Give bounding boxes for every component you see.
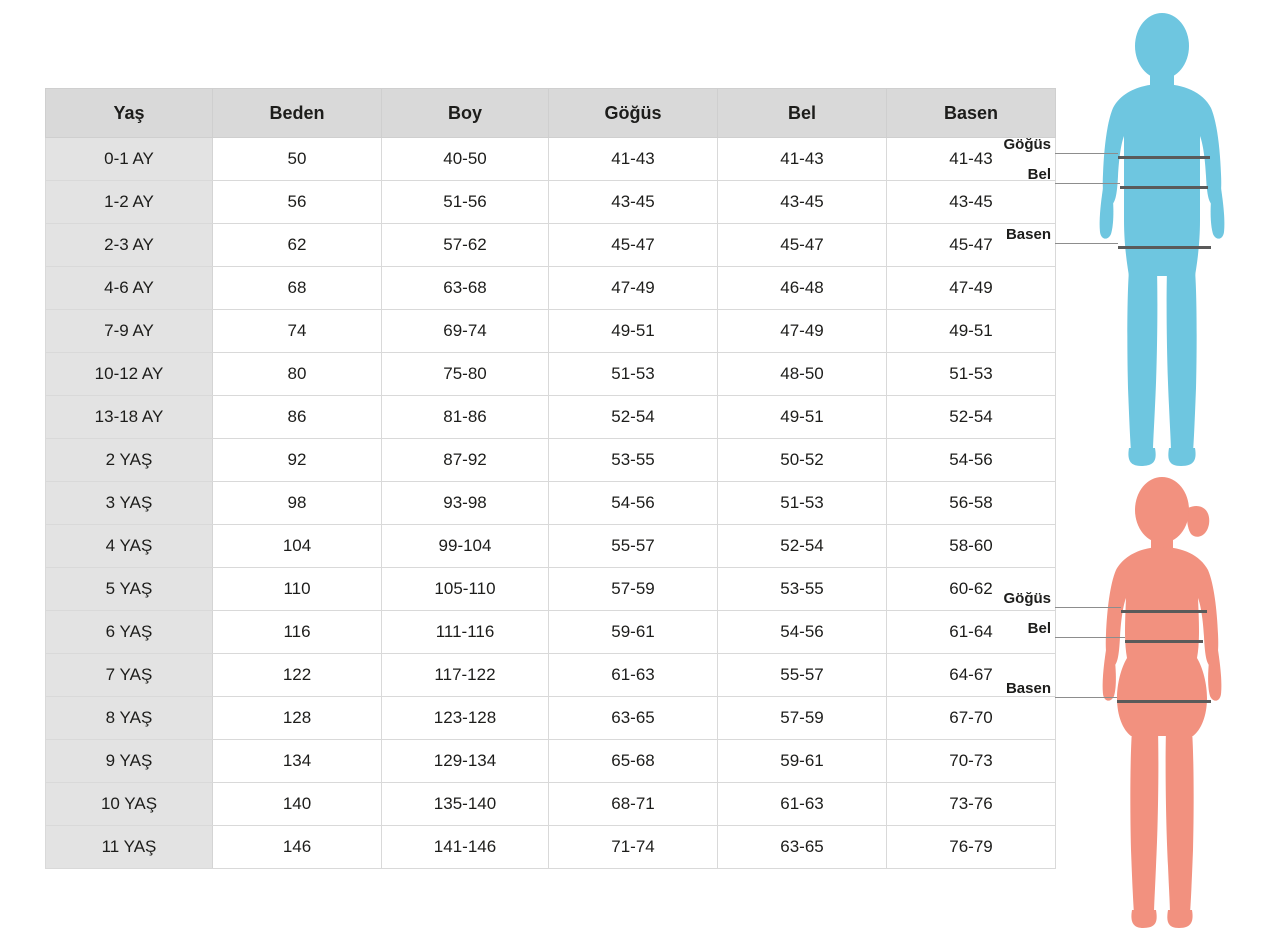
cell-size: 98: [213, 482, 382, 525]
table-body: [46, 138, 1056, 869]
cell-waist: 52-54: [718, 525, 887, 568]
girl-chest-label: Göğüs: [1003, 590, 1051, 607]
cell-size: 128: [213, 697, 382, 740]
cell-height: 135-140: [382, 783, 549, 826]
boy-figure: [1003, 8, 1280, 483]
cell-hip: 43-45: [887, 181, 1056, 224]
cell-height: 111-116: [382, 611, 549, 654]
cell-size: 104: [213, 525, 382, 568]
cell-age: 11 YAŞ: [46, 826, 213, 869]
girl-silhouette-icon: [1045, 472, 1280, 942]
table-row: [46, 396, 1056, 439]
boy-chest-label: Göğüs: [1003, 136, 1051, 153]
cell-height: 40-50: [382, 138, 549, 181]
cell-height: 75-80: [382, 353, 549, 396]
cell-size: 146: [213, 826, 382, 869]
table-row: [46, 568, 1056, 611]
cell-hip: 70-73: [887, 740, 1056, 783]
cell-chest: 61-63: [549, 654, 718, 697]
cell-chest: 55-57: [549, 525, 718, 568]
cell-hip: 73-76: [887, 783, 1056, 826]
cell-waist: 53-55: [718, 568, 887, 611]
cell-age: 9 YAŞ: [46, 740, 213, 783]
boy-waist-leader: [1055, 183, 1120, 184]
cell-age: 7 YAŞ: [46, 654, 213, 697]
cell-size: 62: [213, 224, 382, 267]
cell-hip: 54-56: [887, 439, 1056, 482]
table-row: [46, 783, 1056, 826]
cell-age: 4-6 AY: [46, 267, 213, 310]
column-header-height: Boy: [382, 89, 549, 138]
cell-chest: 59-61: [549, 611, 718, 654]
cell-hip: 45-47: [887, 224, 1056, 267]
cell-size: 86: [213, 396, 382, 439]
cell-chest: 57-59: [549, 568, 718, 611]
cell-hip: 56-58: [887, 482, 1056, 525]
table-row: [46, 697, 1056, 740]
cell-hip: 76-79: [887, 826, 1056, 869]
boy-chest-leader: [1055, 153, 1118, 154]
boy-waist-line: [1120, 186, 1208, 189]
cell-height: 105-110: [382, 568, 549, 611]
table-row: [46, 826, 1056, 869]
boy-hip-label: Basen: [1005, 226, 1051, 243]
column-header-size: Beden: [213, 89, 382, 138]
cell-chest: 68-71: [549, 783, 718, 826]
girl-hip-label: Basen: [1005, 680, 1051, 697]
cell-waist: 45-47: [718, 224, 887, 267]
cell-size: 74: [213, 310, 382, 353]
cell-chest: 45-47: [549, 224, 718, 267]
cell-age: 7-9 AY: [46, 310, 213, 353]
cell-size: 110: [213, 568, 382, 611]
column-header-waist: Bel: [718, 89, 887, 138]
cell-height: 87-92: [382, 439, 549, 482]
girl-chest-line: [1121, 610, 1207, 613]
table-row: [46, 353, 1056, 396]
cell-chest: 53-55: [549, 439, 718, 482]
cell-size: 134: [213, 740, 382, 783]
cell-waist: 41-43: [718, 138, 887, 181]
table-row: [46, 181, 1056, 224]
boy-chest-line: [1118, 156, 1210, 159]
cell-waist: 57-59: [718, 697, 887, 740]
cell-chest: 52-54: [549, 396, 718, 439]
cell-waist: 51-53: [718, 482, 887, 525]
size-chart-table-container: [45, 88, 1055, 869]
cell-waist: 55-57: [718, 654, 887, 697]
cell-age: 0-1 AY: [46, 138, 213, 181]
cell-waist: 48-50: [718, 353, 887, 396]
table-row: [46, 654, 1056, 697]
cell-chest: 71-74: [549, 826, 718, 869]
cell-waist: 54-56: [718, 611, 887, 654]
cell-waist: 49-51: [718, 396, 887, 439]
cell-chest: 43-45: [549, 181, 718, 224]
cell-hip: 61-64: [887, 611, 1056, 654]
table-row: [46, 740, 1056, 783]
boy-waist-label: Bel: [1027, 166, 1051, 183]
table-row: [46, 525, 1056, 568]
cell-height: 123-128: [382, 697, 549, 740]
cell-hip: 41-43: [887, 138, 1056, 181]
cell-hip: 64-67: [887, 654, 1056, 697]
table-header-row: [46, 89, 1056, 138]
girl-figure: [1003, 472, 1280, 947]
girl-chest-leader: [1055, 607, 1121, 608]
cell-size: 68: [213, 267, 382, 310]
cell-hip: 67-70: [887, 697, 1056, 740]
cell-size: 56: [213, 181, 382, 224]
size-chart-table: [45, 88, 1056, 869]
cell-height: 129-134: [382, 740, 549, 783]
cell-height: 51-56: [382, 181, 549, 224]
cell-height: 93-98: [382, 482, 549, 525]
table-row: [46, 138, 1056, 181]
cell-waist: 61-63: [718, 783, 887, 826]
cell-age: 10 YAŞ: [46, 783, 213, 826]
cell-age: 4 YAŞ: [46, 525, 213, 568]
cell-size: 116: [213, 611, 382, 654]
cell-size: 140: [213, 783, 382, 826]
girl-hip-leader: [1055, 697, 1117, 698]
cell-age: 6 YAŞ: [46, 611, 213, 654]
cell-chest: 54-56: [549, 482, 718, 525]
column-header-age: Yaş: [46, 89, 213, 138]
cell-height: 117-122: [382, 654, 549, 697]
cell-size: 80: [213, 353, 382, 396]
cell-chest: 41-43: [549, 138, 718, 181]
cell-age: 13-18 AY: [46, 396, 213, 439]
cell-hip: 60-62: [887, 568, 1056, 611]
cell-waist: 47-49: [718, 310, 887, 353]
column-header-chest: Göğüs: [549, 89, 718, 138]
cell-height: 81-86: [382, 396, 549, 439]
cell-size: 92: [213, 439, 382, 482]
boy-hip-line: [1118, 246, 1211, 249]
table-row: [46, 611, 1056, 654]
body-figures-panel: [1003, 0, 1280, 948]
table-row: [46, 267, 1056, 310]
cell-age: 2 YAŞ: [46, 439, 213, 482]
cell-waist: 46-48: [718, 267, 887, 310]
cell-age: 1-2 AY: [46, 181, 213, 224]
cell-height: 69-74: [382, 310, 549, 353]
cell-hip: 58-60: [887, 525, 1056, 568]
boy-hip-leader: [1055, 243, 1118, 244]
cell-hip: 47-49: [887, 267, 1056, 310]
cell-height: 141-146: [382, 826, 549, 869]
table-row: [46, 482, 1056, 525]
cell-age: 5 YAŞ: [46, 568, 213, 611]
cell-height: 99-104: [382, 525, 549, 568]
girl-hip-line: [1117, 700, 1211, 703]
cell-height: 57-62: [382, 224, 549, 267]
cell-height: 63-68: [382, 267, 549, 310]
cell-waist: 43-45: [718, 181, 887, 224]
table-row: [46, 224, 1056, 267]
cell-chest: 49-51: [549, 310, 718, 353]
cell-size: 122: [213, 654, 382, 697]
cell-age: 10-12 AY: [46, 353, 213, 396]
cell-waist: 63-65: [718, 826, 887, 869]
cell-waist: 59-61: [718, 740, 887, 783]
girl-waist-label: Bel: [1027, 620, 1051, 637]
cell-age: 3 YAŞ: [46, 482, 213, 525]
column-header-hip: Basen: [887, 89, 1056, 138]
cell-chest: 65-68: [549, 740, 718, 783]
cell-age: 2-3 AY: [46, 224, 213, 267]
cell-chest: 47-49: [549, 267, 718, 310]
cell-age: 8 YAŞ: [46, 697, 213, 740]
table-row: [46, 310, 1056, 353]
cell-hip: 52-54: [887, 396, 1056, 439]
table-header: [46, 89, 1056, 138]
cell-waist: 50-52: [718, 439, 887, 482]
girl-waist-line: [1125, 640, 1203, 643]
cell-hip: 49-51: [887, 310, 1056, 353]
cell-hip: 51-53: [887, 353, 1056, 396]
cell-chest: 63-65: [549, 697, 718, 740]
girl-waist-leader: [1055, 637, 1125, 638]
cell-chest: 51-53: [549, 353, 718, 396]
cell-size: 50: [213, 138, 382, 181]
table-row: [46, 439, 1056, 482]
